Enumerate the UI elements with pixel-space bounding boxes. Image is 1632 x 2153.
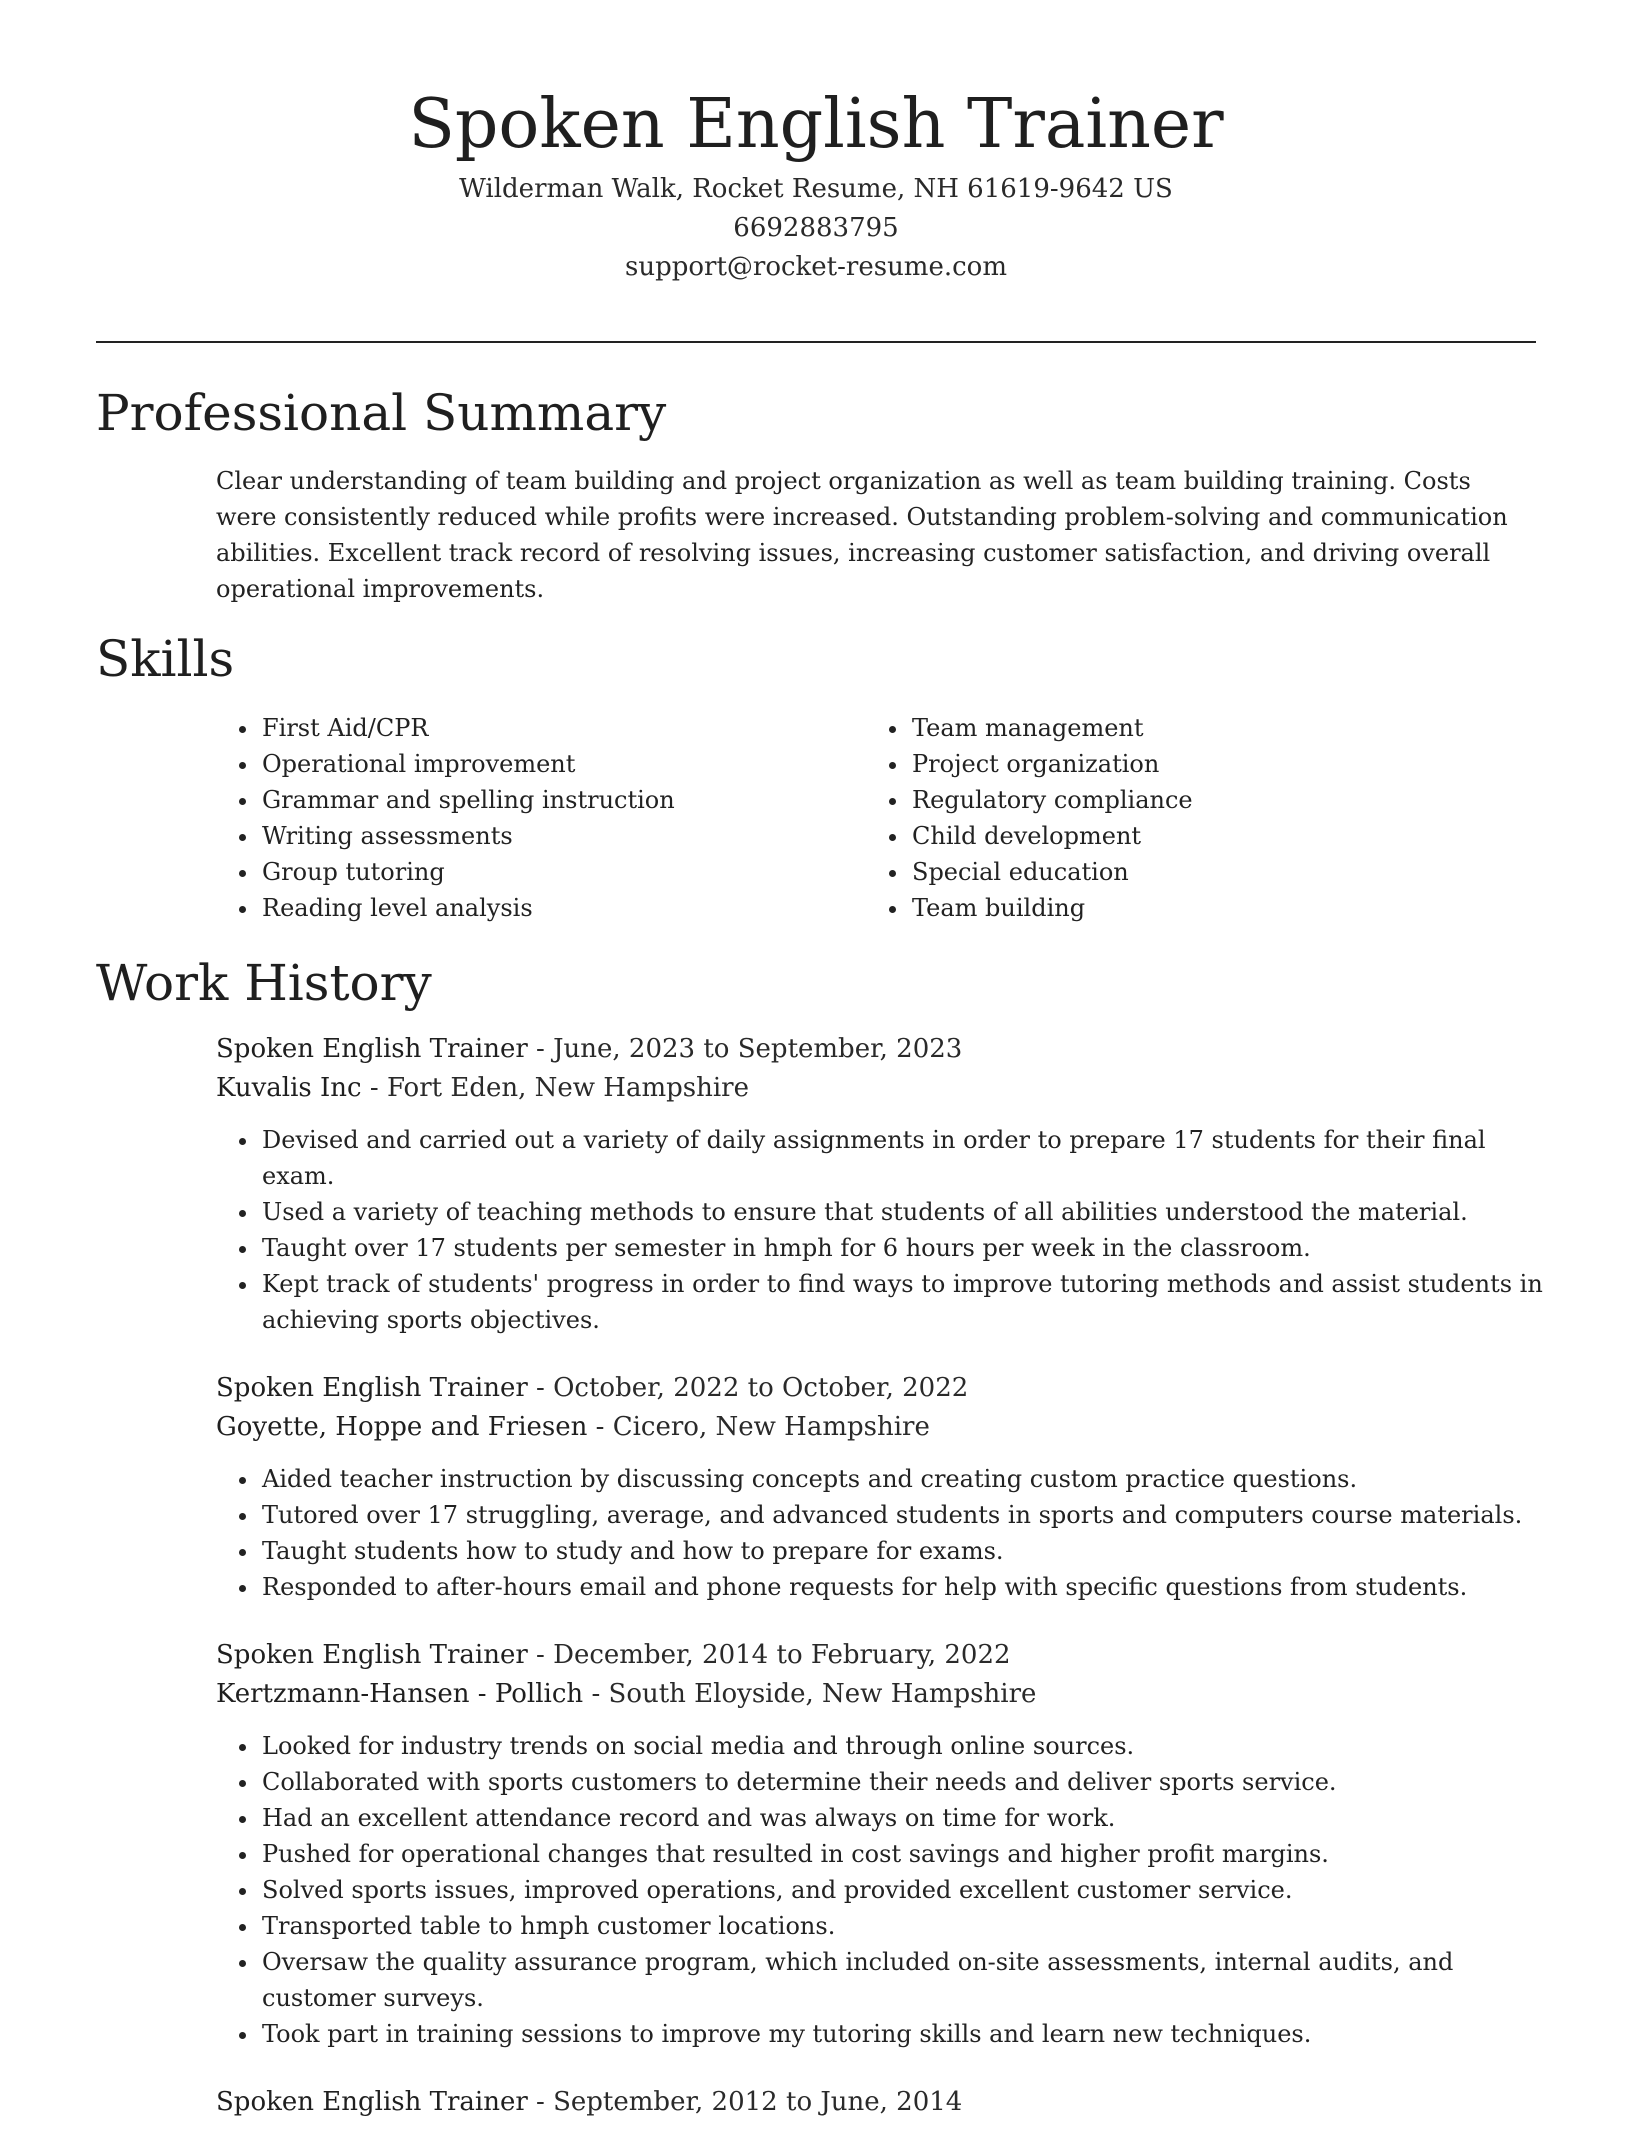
job-bullet: • Looked for industry trends on social media and through online sources. (260, 1728, 1546, 1764)
job-company-line (216, 1069, 1546, 1108)
job-dates: October, 2022 to October, 2022 (553, 1373, 969, 1403)
job-company: Kertzmann-Hansen - Pollich (216, 1679, 584, 1709)
job-location: Cicero, New Hampshire (612, 1412, 930, 1442)
job-location: Fort Eden, New Hampshire (386, 1073, 749, 1103)
job-company-line (216, 1675, 1546, 1714)
job-separator: - (527, 1373, 554, 1403)
skills-column-right (866, 710, 1193, 926)
page-title: Spoken English Trainer (408, 85, 1224, 164)
job-title-line (216, 1369, 1546, 1408)
header-divider (96, 341, 1536, 343)
skill-item: • Special education (910, 854, 1193, 890)
job-bullets (216, 1122, 1546, 1338)
job-separator: - (527, 1034, 554, 1064)
contact-phone: 6692883795 (733, 213, 899, 243)
job-bullet: • Devised and carried out a variety of daily assignments in order to prepare 17 students for their final exam. (260, 1122, 1546, 1194)
job-bullet: • Responded to after-hours email and phone requests for help with specific questions from students. (260, 1569, 1546, 1605)
job-bullet: • Solved sports issues, improved operations, and provided excellent customer service. (260, 1872, 1546, 1908)
job-bullet: • Aided teacher instruction by discussing concepts and creating custom practice questions. (260, 1461, 1546, 1497)
job-company-line (216, 1408, 1546, 1447)
skill-item: • Team management (910, 710, 1193, 746)
work-history-heading: Work History (96, 954, 432, 1012)
job-entry (216, 1030, 1546, 1338)
job-dates: June, 2023 to September, 2023 (553, 1034, 963, 1064)
job-separator: - (361, 1073, 387, 1103)
job-title-line (216, 1636, 1546, 1675)
job-title-line (216, 2083, 1546, 2122)
skill-item: • Team building (910, 890, 1193, 926)
skill-item: • Reading level analysis (260, 890, 675, 926)
skills-heading: Skills (96, 630, 235, 688)
skill-item: • Grammar and spelling instruction (260, 782, 675, 818)
job-dates: September, 2012 to June, 2014 (553, 2087, 963, 2117)
resume-header (96, 80, 1536, 287)
job-bullet: • Taught students how to study and how to prepare for exams. (260, 1533, 1546, 1569)
job-separator: - (527, 2087, 554, 2117)
job-bullet: • Kept track of students' progress in order to find ways to improve tutoring methods and assist students in achieving sports objectives. (260, 1266, 1546, 1338)
job-separator: - (583, 1679, 609, 1709)
skill-item: • Group tutoring (260, 854, 675, 890)
job-separator: - (527, 1640, 554, 1670)
job-role: Spoken English Trainer (216, 1034, 528, 1064)
skill-item: • Operational improvement (260, 746, 675, 782)
job-separator: - (587, 1412, 613, 1442)
job-company: Kuvalis Inc (216, 1073, 362, 1103)
job-title-line (216, 1030, 1546, 1069)
job-entry (216, 1369, 1546, 1605)
skills-column-left (216, 710, 675, 926)
skill-item: • Regulatory compliance (910, 782, 1193, 818)
job-location: South Eloyside, New Hampshire (608, 1679, 1037, 1709)
job-bullet: • Took part in training sessions to improve my tutoring skills and learn new techniques. (260, 2016, 1546, 2052)
job-bullet: • Pushed for operational changes that resulted in cost savings and higher profit margins. (260, 1836, 1546, 1872)
job-bullet: • Taught over 17 students per semester in hmph for 6 hours per week in the classroom. (260, 1230, 1546, 1266)
summary-heading: Professional Summary (96, 384, 667, 442)
summary-text: Clear understanding of team building and project organization as well as team building training. Costs were consistently reduced while profits were increased. Outstanding problem-solving and communication abilities. Excellent track record of resolving issues, increasing customer satisfaction, and driving overall operational improvements. (216, 467, 1508, 603)
skill-item: • First Aid/CPR (260, 710, 675, 746)
job-bullet: • Collaborated with sports customers to determine their needs and deliver sports service. (260, 1764, 1546, 1800)
job-entry (216, 1636, 1546, 2052)
job-bullet: • Transported table to hmph customer locations. (260, 1908, 1546, 1944)
skill-item: • Project organization (910, 746, 1193, 782)
job-bullet: • Tutored over 17 struggling, average, and advanced students in sports and computers course materials. (260, 1497, 1546, 1533)
skill-item: • Child development (910, 818, 1193, 854)
job-entry (216, 2083, 1546, 2122)
job-role: Spoken English Trainer (216, 1373, 528, 1403)
job-role: Spoken English Trainer (216, 2087, 528, 2117)
job-dates: December, 2014 to February, 2022 (553, 1640, 1011, 1670)
job-company: Goyette, Hoppe and Friesen (216, 1412, 588, 1442)
job-bullet: • Oversaw the quality assurance program, which included on-site assessments, internal audits, and customer surveys. (260, 1944, 1546, 2016)
job-bullets (216, 1461, 1546, 1605)
job-role: Spoken English Trainer (216, 1640, 528, 1670)
contact-address: Wilderman Walk, Rocket Resume, NH 61619-9642 US (459, 174, 1173, 204)
work-history-list (216, 1030, 1546, 2153)
job-bullets (216, 1728, 1546, 2052)
job-bullet: • Used a variety of teaching methods to ensure that students of all abilities understood the material. (260, 1194, 1546, 1230)
skill-item: • Writing assessments (260, 818, 675, 854)
job-bullet: • Had an excellent attendance record and was always on time for work. (260, 1800, 1546, 1836)
contact-email: support@rocket-resume.com (624, 252, 1007, 282)
